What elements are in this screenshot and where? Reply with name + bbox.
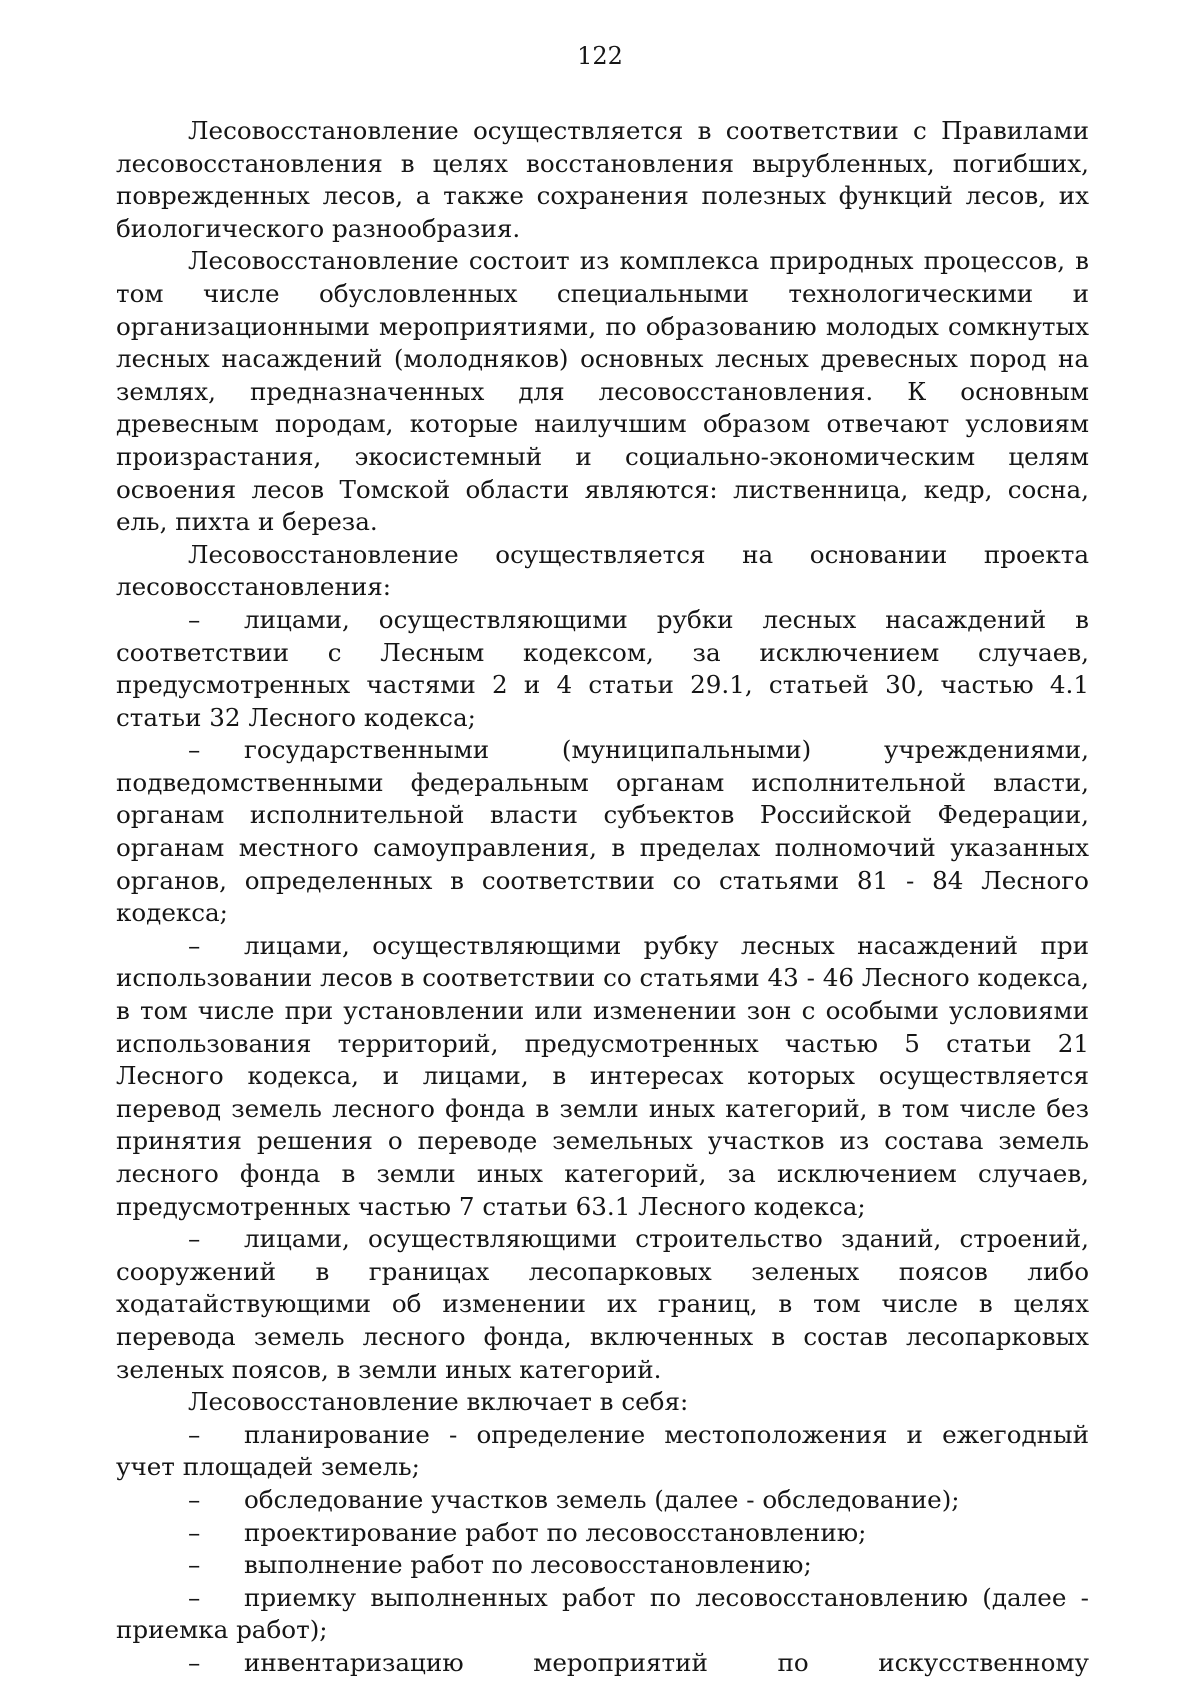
list-dash: – [188, 1582, 201, 1612]
list-item-text: приемку выполненных работ по лесовосстановлению (далее - приемка работ); [116, 1582, 1089, 1645]
list-item [116, 734, 1089, 930]
list-item-text: обследование участков земель (далее - обследование); [244, 1484, 960, 1514]
list-item [116, 1223, 1089, 1386]
list-dash: – [188, 1224, 201, 1254]
list-item [116, 1549, 1089, 1582]
list-item [116, 1647, 1089, 1680]
paragraph: Лесовосстановление включает в себя: [188, 1387, 689, 1417]
document-body [116, 115, 1089, 1680]
list-item-text: лицами, осуществляющими рубки лесных насаждений в соответствии с Лесным кодексом, за исключением случаев, предусмотренных частями 2 и 4 статьи 29.1, статьей 30, частью 4.1 статьи 32 Лесного кодекса; [116, 604, 1089, 732]
list-dash: – [188, 1484, 201, 1514]
list-dash: – [188, 735, 201, 765]
paragraph: Лесовосстановление осуществляется на основании проекта лесовосстановления: [116, 539, 1089, 602]
list-item-text: выполнение работ по лесовосстановлению; [244, 1550, 812, 1580]
list-item-text: государственными (муниципальными) учреждениями, подведомственными федеральным органам исполнительной власти, органам исполнительной власти субъектов Российской Федерации, органам местного самоуправления, в пределах полномочий указанных органов, определенных в соответствии со статьями 81 - 84 Лесного кодекса; [116, 735, 1089, 928]
list-item [116, 1484, 1089, 1517]
list-dash: – [188, 604, 201, 634]
list-item-text: проектирование работ по лесовосстановлению; [244, 1517, 867, 1547]
list-item [116, 930, 1089, 1223]
paragraph: Лесовосстановление состоит из комплекса природных процессов, в том числе обусловленных специальными технологическими и организационными мероприятиями, по образованию молодых сомкнутых лесных насаждений (молодняков) основных лесных древесных пород на землях, предназначенных для лесовосстановления. К основным древесным породам, которые наилучшим образом отвечают условиям произрастания, экосистемный и социально-экономическим целям освоения лесов Томской области являются: лиственница, кедр, сосна, ель, пихта и береза. [116, 246, 1089, 537]
list-item-text: лицами, осуществляющими рубку лесных насаждений при использовании лесов в соответствии со статьями 43 - 46 Лесного кодекса, в том числе при установлении или изменении зон с особыми условиями использования территорий, предусмотренных частью 5 статьи 21 Лесного кодекса, и лицами, в интересах которых осуществляется перевод земель лесного фонда в земли иных категорий, в том числе без принятия решения о переводе земельных участков из состава земель лесного фонда в земли иных категорий, за исключением случаев, предусмотренных частью 7 статьи 63.1 Лесного кодекса; [116, 930, 1089, 1221]
paragraph: Лесовосстановление осуществляется в соответствии с Правилами лесовосстановления в целях восстановления вырубленных, погибших, поврежденных лесов, а также сохранения полезных функций лесов, их биологического разнообразия. [116, 116, 1089, 243]
list-item [116, 604, 1089, 734]
list-item-text: инвентаризацию мероприятий по искусственному [244, 1647, 1089, 1677]
list-item-text: лицами, осуществляющими строительство зданий, строений, сооружений в границах лесопарковых зеленых поясов либо ходатайствующими об изменении их границ, в том числе в целях перевода земель лесного фонда, включенных в состав лесопарковых зеленых поясов, в земли иных категорий. [116, 1224, 1089, 1384]
list-item [116, 1517, 1089, 1550]
list-dash: – [188, 930, 201, 960]
list-item [116, 1582, 1089, 1647]
list-item [116, 1419, 1089, 1484]
list-dash: – [188, 1419, 201, 1449]
page-number: 122 [577, 42, 623, 70]
list-dash: – [188, 1647, 201, 1677]
list-dash: – [188, 1517, 201, 1547]
list-dash: – [188, 1550, 201, 1580]
list-item-text: планирование - определение местоположения и ежегодный учет площадей земель; [116, 1419, 1089, 1482]
